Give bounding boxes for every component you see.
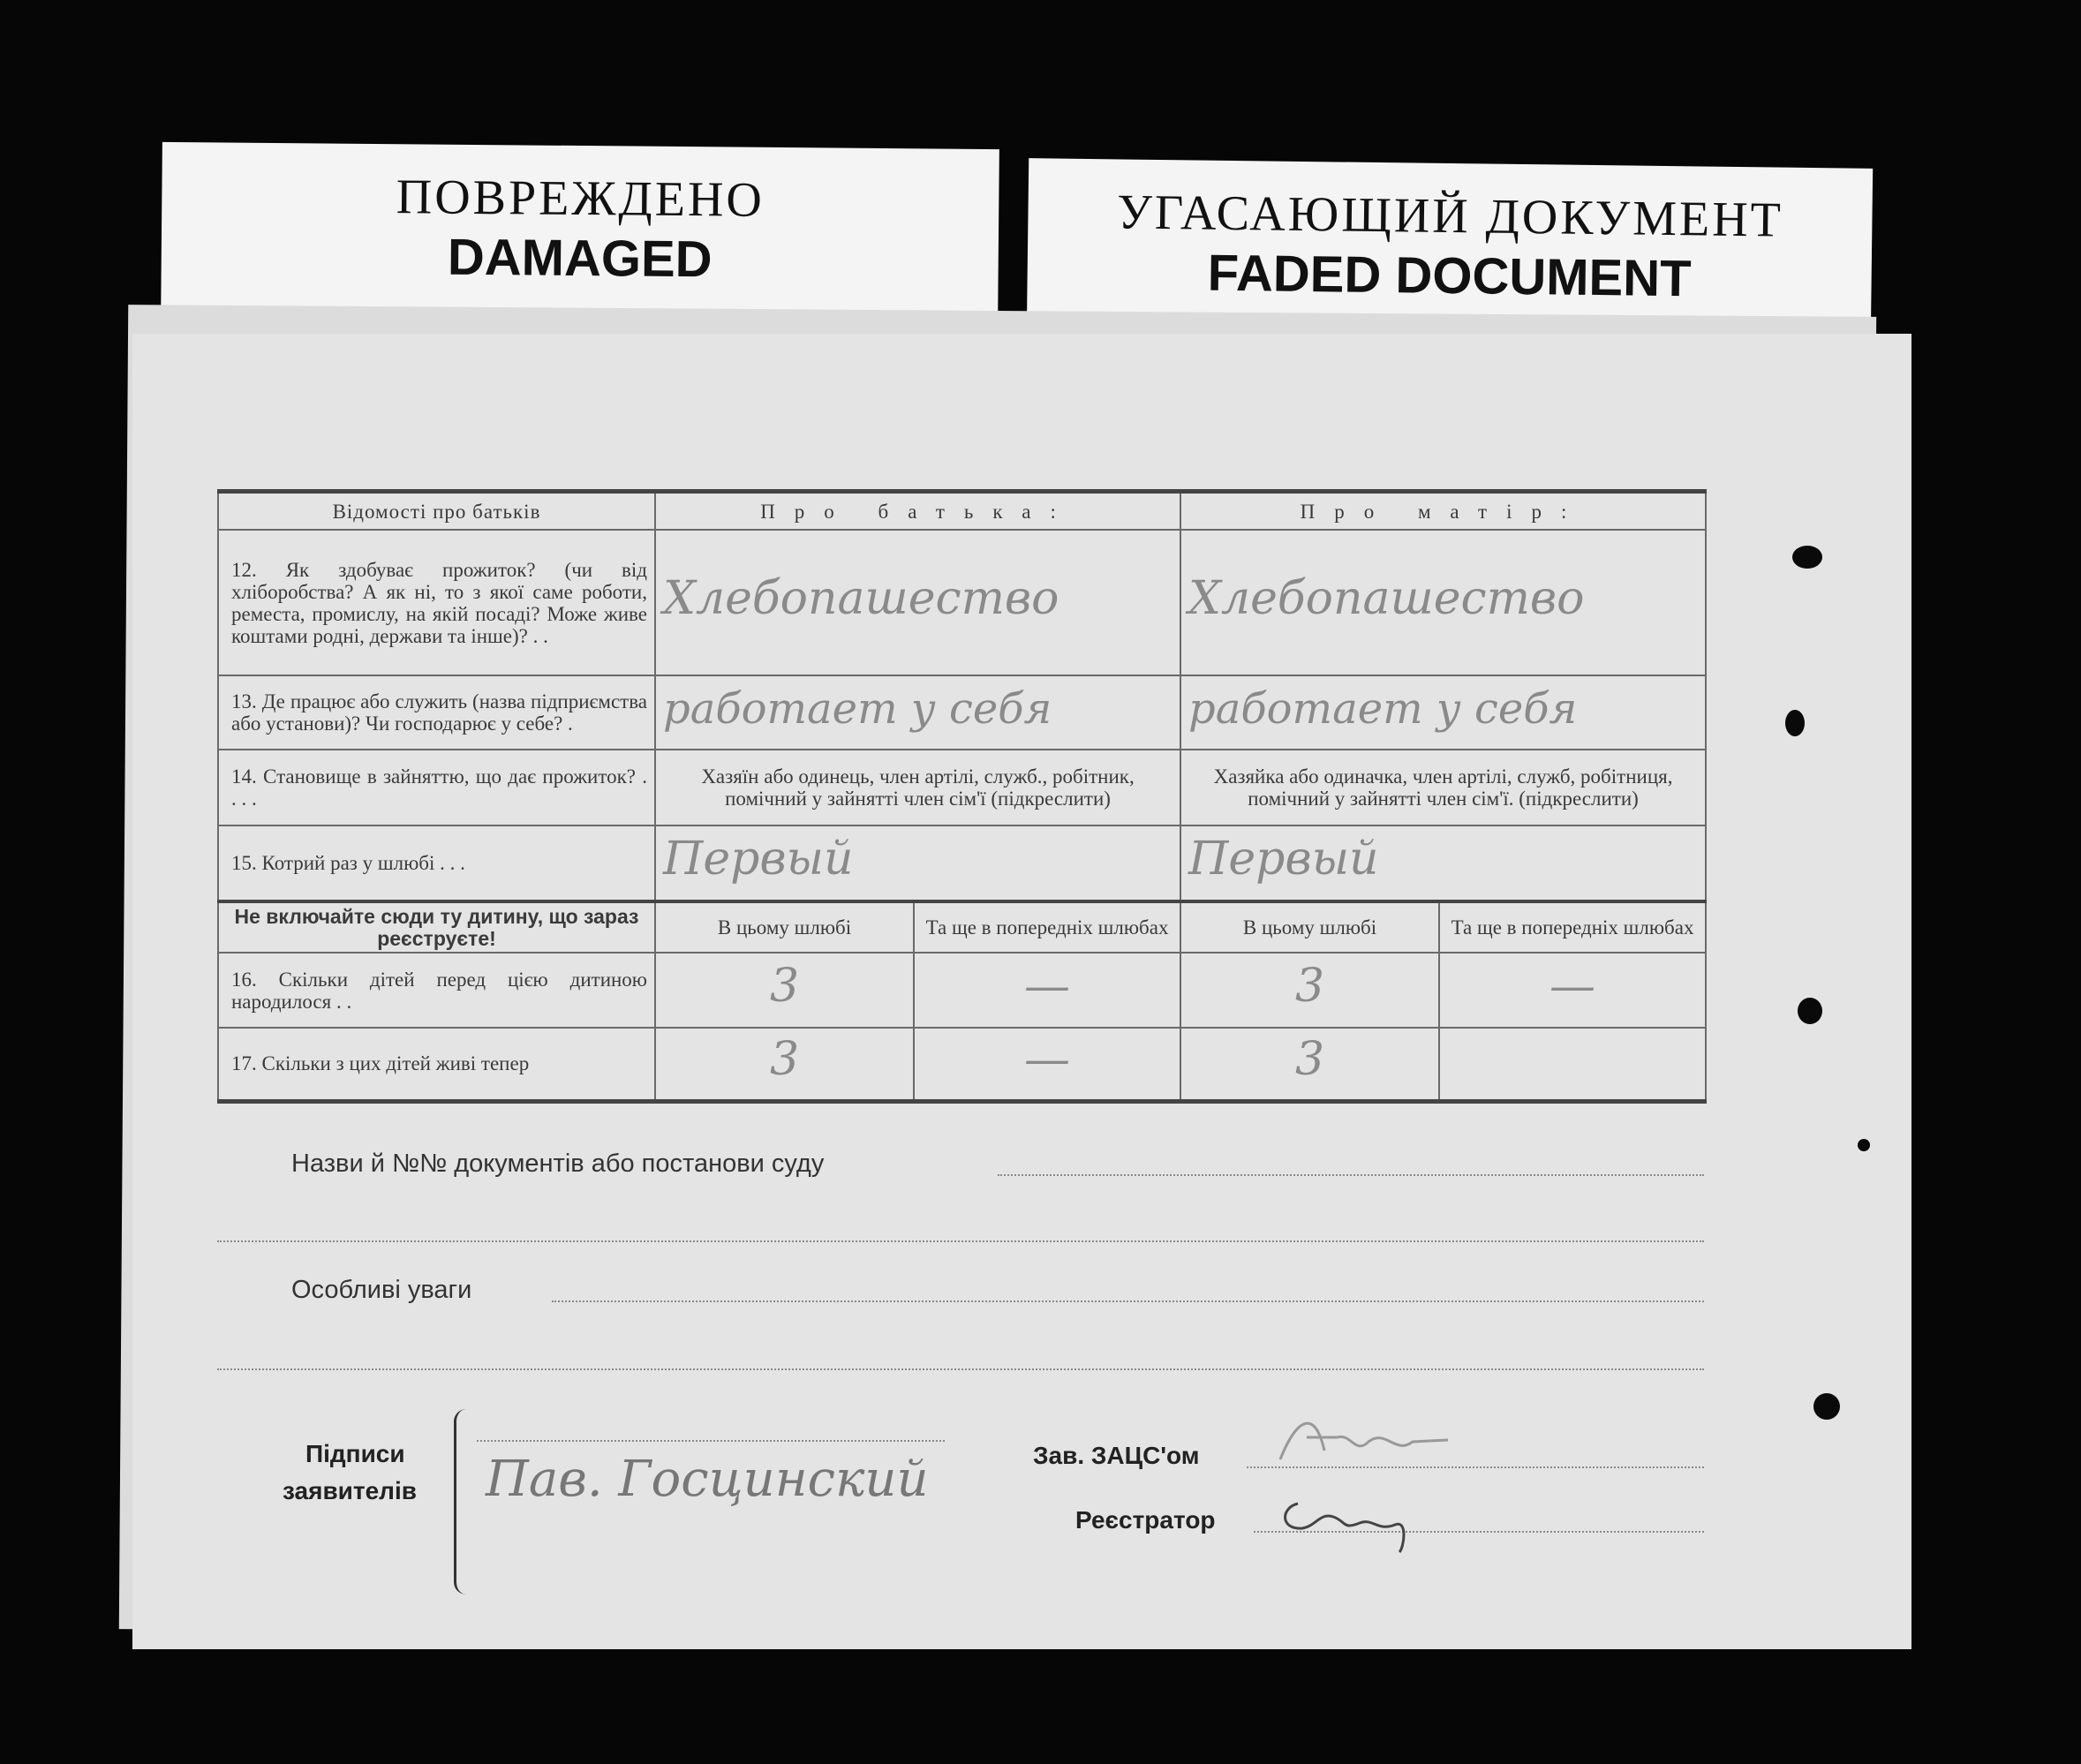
table-header-row [218,492,1706,531]
question-13: 13. Де працює або служить (назва підприємства або установи)? Чи господарює у себе? . [218,675,655,750]
header-parents-info: Відомості про батьків [218,492,655,531]
applicants-signatures-label: Підписи [305,1440,405,1467]
damaged-label-en: DAMAGED [447,228,713,289]
documents-dotted-line-2 [217,1240,1704,1242]
q16-father-this-marriage [655,953,914,1028]
signatures-brace [454,1409,474,1594]
question-12: 12. Як здобуває прожиток? (чи від хліборобства? А як ні, то з якої саме роботи, реместа, промислу, на якій посаді? Може живе коштами родні, держави та інше)? . . [218,530,655,675]
mother-occupation-handwriting: Хлебопашество [1188,571,1585,625]
q16-value: 3 [769,959,800,1013]
header-father: Про батька: [655,492,1180,531]
parents-info-table [217,489,1707,1104]
father-marriage-handwriting: Первый [663,832,854,886]
mother-workplace [1180,675,1706,750]
form-sheet [132,334,1911,1649]
remarks-dotted-line-2 [217,1368,1704,1370]
q17-father-previous [914,1028,1180,1101]
q17-value: 3 [1294,1032,1325,1086]
q17-father-this-marriage [655,1028,914,1101]
q16-father-previous [914,953,1180,1028]
question-16: 16. Скільки дітей перед цією дитиною народилося . . [218,953,655,1028]
punch-hole [1792,546,1822,569]
punch-hole [1798,998,1822,1024]
father-employment-status: Хазяїн або одинець, член артілі, служб., робітник, помічний у зайнятті член сім'ї (підкреслити) [655,750,1180,825]
question-15: 15. Котрий раз у шлюбі . . . [218,825,655,901]
punch-hole [1858,1139,1870,1151]
mother-workplace-handwriting: работает у себя [1188,683,1578,734]
mother-occupation [1180,530,1706,675]
damaged-label-tab [161,142,999,326]
father-occupation-handwriting: Хлебопашество [663,571,1059,625]
damaged-label-ru: ПОВРЕЖДЕНО [396,170,765,228]
father-workplace-handwriting: работает у себя [663,683,1052,734]
table-row [218,750,1706,825]
q16-mother-this-marriage [1180,953,1439,1028]
faded-label-en: FADED DOCUMENT [1207,244,1692,308]
father-workplace [655,675,1180,750]
mother-marriage-handwriting: Первый [1188,832,1379,886]
applicant-signature-line [477,1440,945,1442]
father-previous-marriages-header: Та ще в попередніх шлюбах [914,901,1180,953]
documents-label: Назви й №№ документів або постанови суду [291,1150,825,1178]
applicant-signature: Пав. Госцинский [486,1451,929,1508]
punch-hole [1813,1393,1840,1420]
mother-marriage-number [1180,825,1706,901]
children-subheader-row [218,901,1706,953]
mother-employment-status: Хазяйка або одиначка, член артілі, служб, робітниця, помічний у зайнятті член сім'ї. (підкреслити) [1180,750,1706,825]
table-row [218,825,1706,901]
question-14: 14. Становище в зайняттю, що дає прожиток? . . . . [218,750,655,825]
q16-mother-previous [1439,953,1706,1028]
q16-value: — [1024,959,1070,1013]
mother-previous-marriages-header: Та ще в попередніх шлюбах [1439,901,1706,953]
faded-label-ru: УГАСАЮЩИЙ ДОКУМЕНТ [1116,185,1784,248]
q16-value: — [1549,959,1596,1013]
registrar-signature [1271,1486,1466,1557]
table-row [218,1028,1706,1101]
mother-this-marriage-header: В цьому шлюбі [1180,901,1439,953]
table-row [218,675,1706,750]
q17-value: 3 [769,1032,800,1086]
q17-value: — [1024,1032,1070,1086]
table-row [218,530,1706,675]
header-mother: Про матір: [1180,492,1706,531]
remarks-label: Особливі уваги [291,1276,472,1304]
applicants-signatures-label-2: заявителів [283,1477,417,1504]
q16-value: 3 [1294,959,1325,1013]
q17-mother-this-marriage [1180,1028,1439,1101]
zags-head-label: Зав. ЗАЦС'ом [1033,1442,1200,1469]
father-occupation [655,530,1180,675]
registrar-label: Реєстратор [1075,1506,1216,1534]
question-17: 17. Скільки з цих дітей живі тепер [218,1028,655,1101]
remarks-dotted-line [552,1300,1704,1302]
documents-dotted-line [998,1174,1704,1176]
q17-mother-previous [1439,1028,1706,1101]
punch-hole [1785,710,1805,736]
table-row [218,953,1706,1028]
zags-head-signature [1271,1406,1501,1473]
father-this-marriage-header: В цьому шлюбі [655,901,914,953]
father-marriage-number [655,825,1180,901]
exclude-child-note: Не включайте сюди ту дитину, що зараз реєструєте! [218,901,655,953]
